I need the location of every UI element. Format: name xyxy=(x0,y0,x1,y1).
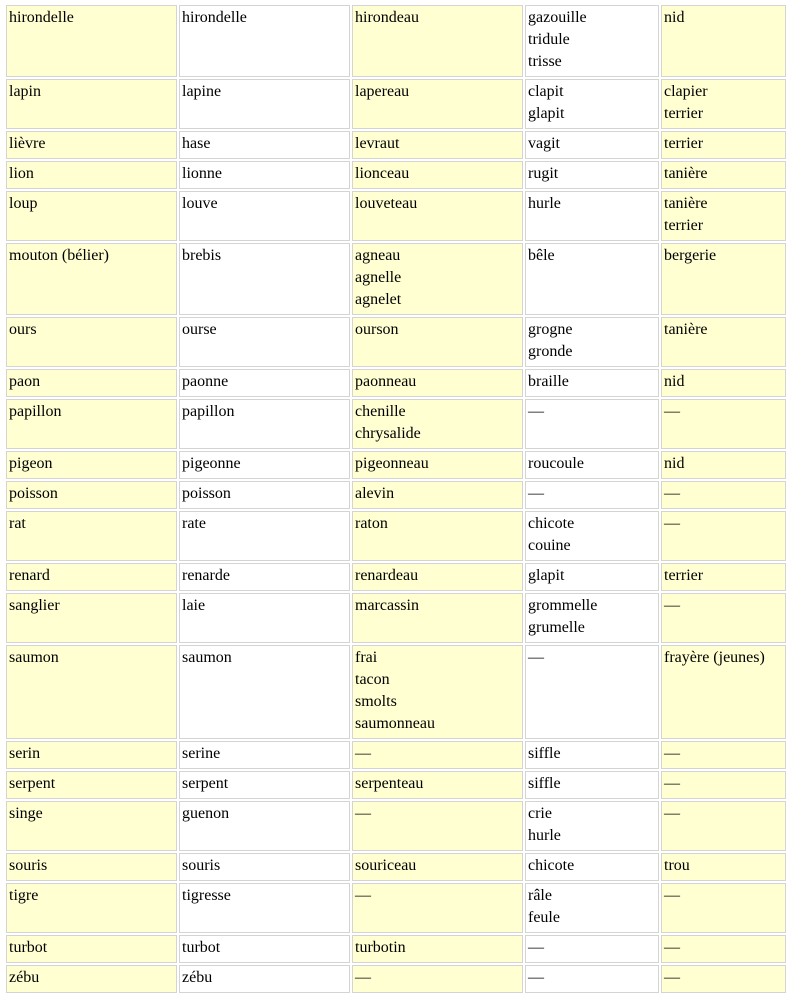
cell-female xyxy=(179,801,350,851)
cell-female xyxy=(179,131,350,159)
cell-young xyxy=(352,801,523,851)
cell-text: terrier xyxy=(664,567,704,584)
cell-text: marcassin xyxy=(355,597,419,614)
cell-text: rat xyxy=(9,515,26,532)
cell-home xyxy=(661,399,786,449)
cell-text: — xyxy=(664,775,680,792)
cell-female xyxy=(179,883,350,933)
cell-female xyxy=(179,5,350,77)
table-row xyxy=(6,481,786,509)
cell-home xyxy=(661,935,786,963)
cell-young xyxy=(352,563,523,591)
cell-cry xyxy=(525,161,659,189)
cell-female xyxy=(179,369,350,397)
cell-young xyxy=(352,771,523,799)
cell-text: lion xyxy=(9,165,34,182)
cell-female xyxy=(179,741,350,769)
cell-home xyxy=(661,965,786,993)
cell-text: pigeonneau xyxy=(355,455,429,472)
cell-text: loup xyxy=(9,195,38,212)
cell-young xyxy=(352,243,523,315)
cell-cry xyxy=(525,131,659,159)
cell-young xyxy=(352,883,523,933)
cell-young xyxy=(352,741,523,769)
cell-text: papillon xyxy=(182,403,235,420)
cell-text: paon xyxy=(9,373,41,390)
cell-young xyxy=(352,161,523,189)
cell-text: hurle xyxy=(528,195,561,212)
cell-text: — xyxy=(355,745,371,762)
cell-female xyxy=(179,399,350,449)
table-row xyxy=(6,593,786,643)
cell-male xyxy=(6,131,177,159)
cell-text: hurle xyxy=(528,827,561,844)
cell-male xyxy=(6,161,177,189)
cell-text: — xyxy=(355,969,371,986)
cell-female xyxy=(179,935,350,963)
cell-text: — xyxy=(664,403,680,420)
cell-text: pigeon xyxy=(9,455,53,472)
cell-text: turbotin xyxy=(355,939,406,956)
cell-text: — xyxy=(664,745,680,762)
cell-text: tacon xyxy=(355,671,390,688)
cell-text: râle xyxy=(528,887,552,904)
cell-home xyxy=(661,883,786,933)
table-row xyxy=(6,79,786,129)
cell-text: grommelle xyxy=(528,597,598,614)
table-row xyxy=(6,965,786,993)
cell-text: lapine xyxy=(182,83,222,100)
cell-cry xyxy=(525,191,659,241)
cell-text: gazouille xyxy=(528,9,587,26)
cell-young xyxy=(352,369,523,397)
cell-text: saumonneau xyxy=(355,715,435,732)
cell-text: souris xyxy=(182,857,221,874)
cell-cry xyxy=(525,5,659,77)
cell-young xyxy=(352,645,523,739)
cell-text: alevin xyxy=(355,485,395,502)
cell-text: renard xyxy=(9,567,50,584)
table-row xyxy=(6,935,786,963)
cell-cry xyxy=(525,511,659,561)
cell-home xyxy=(661,131,786,159)
cell-home xyxy=(661,451,786,479)
cell-male xyxy=(6,317,177,367)
table-row xyxy=(6,243,786,315)
cell-text: tanière xyxy=(664,321,708,338)
cell-text: chicote xyxy=(528,857,575,874)
cell-male xyxy=(6,79,177,129)
table-row xyxy=(6,563,786,591)
cell-text: louveteau xyxy=(355,195,418,212)
cell-text: — xyxy=(664,805,680,822)
cell-home xyxy=(661,5,786,77)
cell-home xyxy=(661,563,786,591)
cell-text: lapereau xyxy=(355,83,410,100)
cell-text: hirondeau xyxy=(355,9,419,26)
cell-cry xyxy=(525,481,659,509)
cell-text: agnelle xyxy=(355,269,402,286)
cell-text: mouton (bélier) xyxy=(9,247,109,264)
cell-text: — xyxy=(664,485,680,502)
cell-text: couine xyxy=(528,537,571,554)
cell-text: turbot xyxy=(182,939,221,956)
cell-text: saumon xyxy=(9,649,59,666)
cell-text: paonne xyxy=(182,373,229,390)
cell-text: crie xyxy=(528,805,552,822)
cell-text: tanière xyxy=(664,165,708,182)
cell-text: — xyxy=(664,887,680,904)
cell-male xyxy=(6,369,177,397)
cell-text: paonneau xyxy=(355,373,417,390)
cell-male xyxy=(6,771,177,799)
cell-young xyxy=(352,5,523,77)
cell-female xyxy=(179,451,350,479)
cell-male xyxy=(6,191,177,241)
cell-cry xyxy=(525,451,659,479)
cell-text: glapit xyxy=(528,567,565,584)
cell-text: ourson xyxy=(355,321,399,338)
cell-young xyxy=(352,317,523,367)
cell-text: siffle xyxy=(528,745,561,762)
cell-text: guenon xyxy=(182,805,230,822)
cell-home xyxy=(661,511,786,561)
cell-text: pigeonne xyxy=(182,455,241,472)
cell-text: — xyxy=(355,887,371,904)
cell-text: — xyxy=(664,939,680,956)
cell-young xyxy=(352,481,523,509)
cell-home xyxy=(661,369,786,397)
cell-male xyxy=(6,801,177,851)
cell-text: grogne xyxy=(528,321,573,338)
cell-home xyxy=(661,853,786,881)
cell-cry xyxy=(525,369,659,397)
cell-text: grumelle xyxy=(528,619,585,636)
cell-text: serpenteau xyxy=(355,775,424,792)
cell-text: — xyxy=(664,969,680,986)
cell-female xyxy=(179,771,350,799)
table-row xyxy=(6,645,786,739)
cell-cry xyxy=(525,965,659,993)
cell-female xyxy=(179,593,350,643)
cell-text: hirondelle xyxy=(182,9,247,26)
cell-text: clapier xyxy=(664,83,708,100)
cell-male xyxy=(6,5,177,77)
cell-text: lièvre xyxy=(9,135,46,152)
cell-text: — xyxy=(528,649,544,666)
cell-cry xyxy=(525,801,659,851)
cell-text: tridule xyxy=(528,31,570,48)
cell-text: renarde xyxy=(182,567,230,584)
cell-female xyxy=(179,161,350,189)
cell-text: trisse xyxy=(528,53,562,70)
table-row xyxy=(6,5,786,77)
cell-male xyxy=(6,451,177,479)
cell-text: bergerie xyxy=(664,247,717,264)
cell-home xyxy=(661,645,786,739)
cell-text: turbot xyxy=(9,939,48,956)
cell-male xyxy=(6,243,177,315)
cell-cry xyxy=(525,399,659,449)
cell-text: agneau xyxy=(355,247,401,264)
cell-text: chicote xyxy=(528,515,575,532)
cell-female xyxy=(179,243,350,315)
table-row xyxy=(6,369,786,397)
cell-male xyxy=(6,399,177,449)
cell-cry xyxy=(525,563,659,591)
cell-female xyxy=(179,511,350,561)
cell-text: — xyxy=(664,597,680,614)
cell-text: frayère (jeunes) xyxy=(664,649,765,666)
cell-cry xyxy=(525,771,659,799)
cell-cry xyxy=(525,317,659,367)
cell-cry xyxy=(525,853,659,881)
cell-text: serin xyxy=(9,745,41,762)
cell-young xyxy=(352,965,523,993)
cell-home xyxy=(661,161,786,189)
cell-text: tigresse xyxy=(182,887,231,904)
cell-male xyxy=(6,481,177,509)
cell-text: zébu xyxy=(9,969,40,986)
cell-text: papillon xyxy=(9,403,62,420)
cell-female xyxy=(179,965,350,993)
cell-text: serpent xyxy=(182,775,229,792)
cell-cry xyxy=(525,883,659,933)
cell-text: terrier xyxy=(664,135,704,152)
cell-female xyxy=(179,853,350,881)
cell-male xyxy=(6,853,177,881)
cell-text: terrier xyxy=(664,105,704,122)
table-row xyxy=(6,317,786,367)
cell-text: saumon xyxy=(182,649,232,666)
cell-text: levraut xyxy=(355,135,400,152)
cell-male xyxy=(6,741,177,769)
cell-text: clapit xyxy=(528,83,564,100)
cell-text: louve xyxy=(182,195,218,212)
cell-text: ourse xyxy=(182,321,217,338)
cell-cry xyxy=(525,243,659,315)
cell-text: rate xyxy=(182,515,206,532)
cell-female xyxy=(179,317,350,367)
cell-text: — xyxy=(355,805,371,822)
table-row xyxy=(6,399,786,449)
cell-cry xyxy=(525,79,659,129)
cell-home xyxy=(661,79,786,129)
cell-text: feule xyxy=(528,909,560,926)
cell-text: rugit xyxy=(528,165,559,182)
cell-text: brebis xyxy=(182,247,222,264)
cell-male xyxy=(6,563,177,591)
cell-text: smolts xyxy=(355,693,397,710)
cell-text: braille xyxy=(528,373,569,390)
cell-male xyxy=(6,883,177,933)
cell-text: trou xyxy=(664,857,690,874)
cell-text: souriceau xyxy=(355,857,417,874)
table-row xyxy=(6,451,786,479)
table-row xyxy=(6,771,786,799)
table-row xyxy=(6,161,786,189)
cell-female xyxy=(179,79,350,129)
cell-male xyxy=(6,935,177,963)
cell-text: lapin xyxy=(9,83,41,100)
cell-text: nid xyxy=(664,455,685,472)
cell-text: ours xyxy=(9,321,37,338)
table-row xyxy=(6,131,786,159)
cell-young xyxy=(352,191,523,241)
cell-young xyxy=(352,593,523,643)
cell-text: singe xyxy=(9,805,43,822)
cell-cry xyxy=(525,645,659,739)
cell-text: serine xyxy=(182,745,221,762)
cell-text: tanière xyxy=(664,195,708,212)
cell-text: serpent xyxy=(9,775,56,792)
cell-text: souris xyxy=(9,857,48,874)
cell-cry xyxy=(525,593,659,643)
cell-young xyxy=(352,79,523,129)
cell-text: agnelet xyxy=(355,291,402,308)
cell-home xyxy=(661,771,786,799)
table-row xyxy=(6,191,786,241)
cell-female xyxy=(179,481,350,509)
cell-male xyxy=(6,511,177,561)
cell-text: siffle xyxy=(528,775,561,792)
cell-text: sanglier xyxy=(9,597,60,614)
cell-home xyxy=(661,243,786,315)
cell-text: bêle xyxy=(528,247,555,264)
cell-text: laie xyxy=(182,597,206,614)
cell-text: — xyxy=(528,403,544,420)
cell-text: frai xyxy=(355,649,378,666)
cell-young xyxy=(352,131,523,159)
cell-text: poisson xyxy=(182,485,231,502)
cell-text: lionne xyxy=(182,165,222,182)
cell-text: lionceau xyxy=(355,165,410,182)
cell-text: — xyxy=(664,515,680,532)
cell-home xyxy=(661,481,786,509)
cell-home xyxy=(661,191,786,241)
cell-text: zébu xyxy=(182,969,213,986)
cell-male xyxy=(6,965,177,993)
cell-young xyxy=(352,853,523,881)
cell-text: poisson xyxy=(9,485,58,502)
cell-female xyxy=(179,191,350,241)
cell-young xyxy=(352,451,523,479)
animal-vocabulary-table xyxy=(4,3,788,995)
table-row xyxy=(6,511,786,561)
cell-home xyxy=(661,317,786,367)
cell-text: nid xyxy=(664,373,685,390)
table-row xyxy=(6,741,786,769)
cell-home xyxy=(661,801,786,851)
cell-cry xyxy=(525,935,659,963)
table-row xyxy=(6,853,786,881)
cell-text: vagit xyxy=(528,135,560,152)
cell-text: raton xyxy=(355,515,388,532)
cell-home xyxy=(661,741,786,769)
cell-home xyxy=(661,593,786,643)
cell-text: chrysalide xyxy=(355,425,421,442)
cell-female xyxy=(179,645,350,739)
table-row xyxy=(6,883,786,933)
cell-young xyxy=(352,399,523,449)
cell-young xyxy=(352,935,523,963)
cell-text: hase xyxy=(182,135,211,152)
cell-text: — xyxy=(528,939,544,956)
cell-text: nid xyxy=(664,9,685,26)
cell-text: chenille xyxy=(355,403,406,420)
cell-text: terrier xyxy=(664,217,704,234)
table-body xyxy=(6,5,786,993)
cell-female xyxy=(179,563,350,591)
cell-text: renardeau xyxy=(355,567,419,584)
table-row xyxy=(6,801,786,851)
cell-text: — xyxy=(528,969,544,986)
cell-text: glapit xyxy=(528,105,565,122)
cell-text: hirondelle xyxy=(9,9,74,26)
cell-text: tigre xyxy=(9,887,39,904)
cell-text: roucoule xyxy=(528,455,584,472)
cell-male xyxy=(6,645,177,739)
cell-male xyxy=(6,593,177,643)
cell-young xyxy=(352,511,523,561)
cell-cry xyxy=(525,741,659,769)
cell-text: — xyxy=(528,485,544,502)
cell-text: gronde xyxy=(528,343,573,360)
